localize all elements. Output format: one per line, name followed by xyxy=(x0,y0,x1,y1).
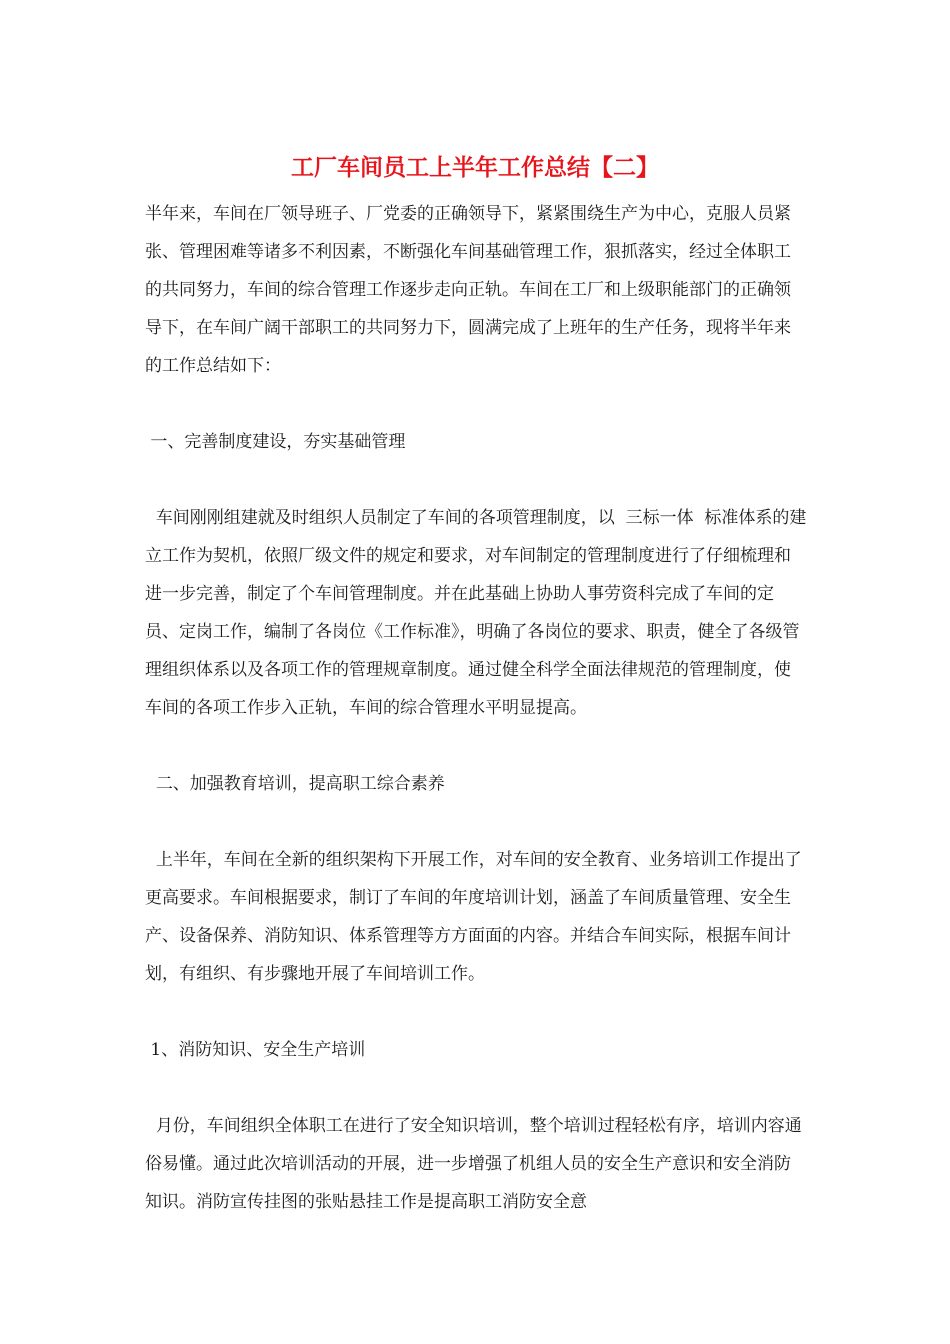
paragraph-spacer xyxy=(145,1069,807,1107)
paragraph-spacer xyxy=(145,727,807,765)
subsection-1-heading: 1、消防知识、安全生产培训 xyxy=(145,1040,366,1060)
paragraph-spacer xyxy=(145,385,807,423)
paragraph-spacer xyxy=(145,803,807,841)
document-body xyxy=(145,195,807,1221)
section-2-paragraph: 上半年，车间在全新的组织架构下开展工作，对车间的安全教育、业务培训工作提出了更高要求。车间根据要求，制订了车间的年度培训计划，涵盖了车间质量管理、安全生产、设备保养、消防知识、体系管理等方方面面的内容。并结合车间实际，根据车间计划，有组织、有步骤地开展了车间培训工作。 xyxy=(145,850,802,984)
section-1-paragraph: 车间刚刚组建就及时组织人员制定了车间的各项管理制度，以 三标一体 标准体系的建立工作为契机，依照厂级文件的规定和要求，对车间制定的管理制度进行了仔细梳理和进一步完善，制定了个车间管理制度。并在此基础上协助人事劳资科完成了车间的定员、定岗工作，编制了各岗位《工作标准》，明确了各岗位的要求、职责，健全了各级管理组织体系以及各项工作的管理规章制度。通过健全科学全面法律规范的管理制度，使车间的各项工作步入正轨，车间的综合管理水平明显提高。 xyxy=(145,508,807,718)
section-2-heading: 二、加强教育培训，提高职工综合素养 xyxy=(145,774,445,794)
document-title: 工厂车间员工上半年工作总结【二】 xyxy=(291,154,659,181)
intro-paragraph: 半年来，车间在厂领导班子、厂党委的正确领导下，紧紧围绕生产为中心，克服人员紧张、管理困难等诸多不利因素，不断强化车间基础管理工作，狠抓落实，经过全体职工的共同努力，车间的综合管理工作逐步走向正轨。车间在工厂和上级职能部门的正确领导下，在车间广阔干部职工的共同努力下，圆满完成了上班年的生产任务，现将半年来的工作总结如下： xyxy=(145,204,791,376)
subsection-1-paragraph: 月份，车间组织全体职工在进行了安全知识培训，整个培训过程轻松有序，培训内容通俗易懂。通过此次培训活动的开展，进一步增强了机组人员的安全生产意识和安全消防知识。消防宣传挂图的张贴悬挂工作是提高职工消防安全意 xyxy=(145,1116,802,1212)
section-1-heading: 一、完善制度建设，夯实基础管理 xyxy=(145,432,406,452)
paragraph-spacer xyxy=(145,993,807,1031)
paragraph-spacer xyxy=(145,461,807,499)
